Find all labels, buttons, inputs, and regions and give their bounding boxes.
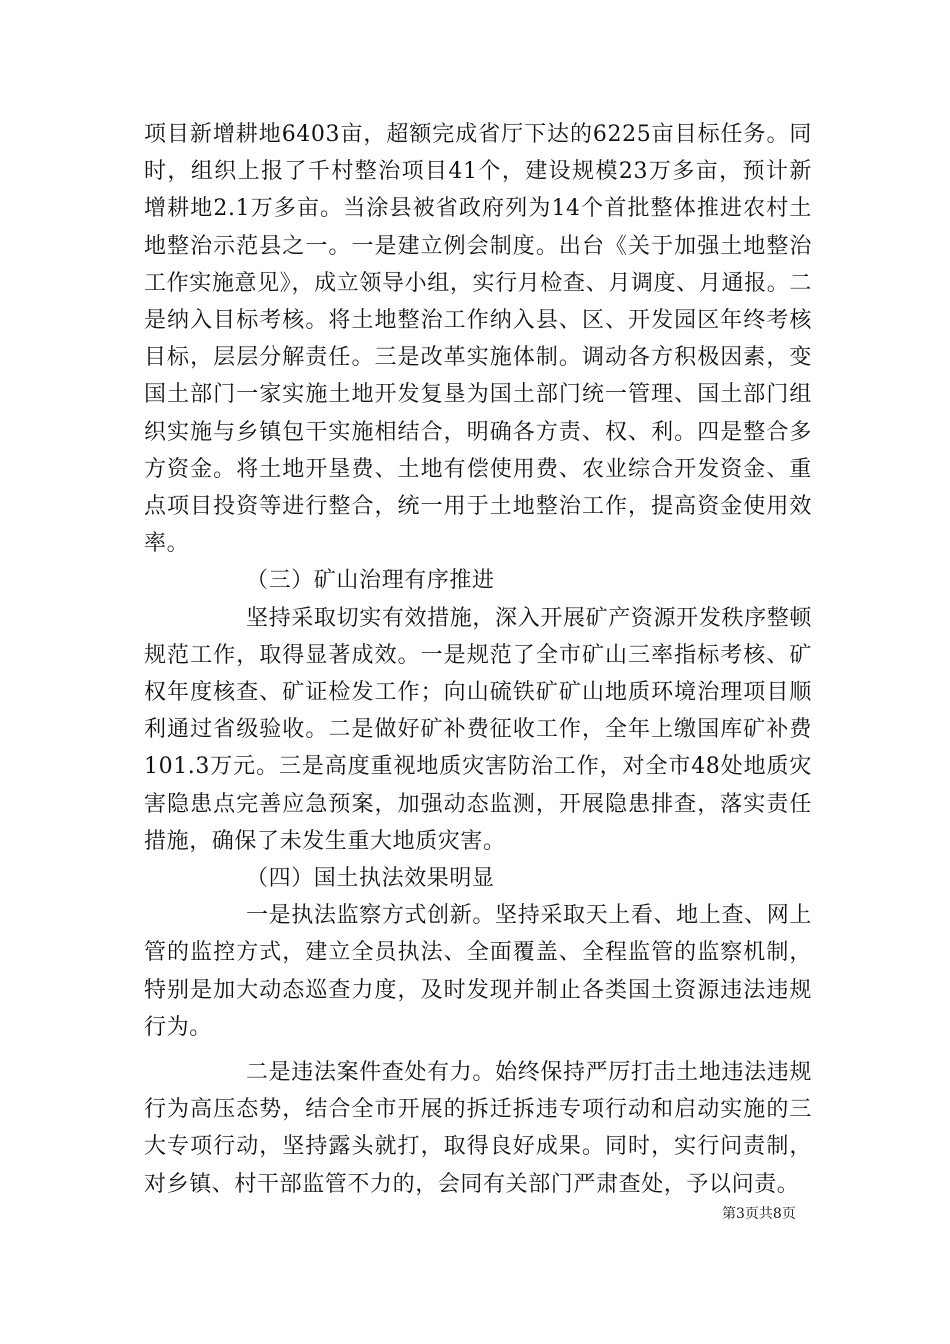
paragraph-gap [144,1046,812,1054]
heading-mine-governance: （三）矿山治理有序推进 [246,568,495,594]
paragraph-land-consolidation: 项目新增耕地6403亩，超额完成省厅下达的6225亩目标任务。同时，组织上报了千村整治项目41个，建设规模23万多亩，预计新增耕地2.1万多亩。当涂县被省政府列为14个首批整体推进农村土地整治示范县之一。一是建立例会制度。出台《关于加强土地整治工作实施意见》，成立领导小组，实行月检查、月调度、月通报。二是纳入目标考核。将土地整治工作纳入县、区、开发园区年终考核目标，层层分解责任。三是改革实施体制。调动各方积极因素，变国土部门一家实施土地开发复垦为国土部门统一管理、国土部门组织实施与乡镇包干实施相结合，明确各方责、权、利。四是整合多方资金。将土地开垦费、土地有偿使用费、农业综合开发资金、重点项目投资等进行整合，统一用于土地整治工作，提高资金使用效率。 [144,122,812,557]
page-number-footer: 第3页共8页 [722,1206,796,1222]
paragraph-mine-governance: 坚持采取切实有效措施，深入开展矿产资源开发秩序整顿规范工作，取得显著成效。一是规范了全市矿山三率指标考核、矿权年度核查、矿证检发工作；向山硫铁矿矿山地质环境治理项目顺利通过省级验收。二是做好矿补费征收工作，全年上缴国库矿补费101.3万元。三是高度重视地质灾害防治工作，对全市48处地质灾害隐患点完善应急预案，加强动态监测，开展隐患排查，落实责任措施，确保了未发生重大地质灾害。 [144,605,812,854]
heading-land-enforcement: （四）国土执法效果明显 [246,866,495,892]
paragraph-enforcement-method: 一是执法监察方式创新。坚持采取天上看、地上查、网上管的监控方式，建立全员执法、全面覆盖、全程监管的监察机制，特别是加大动态巡查力度，及时发现并制止各类国土资源违法违规行为。 [144,903,812,1040]
paragraph-case-handling: 二是违法案件查处有力。始终保持严厉打击土地违法违规行为高压态势，结合全市开展的拆迁拆违专项行动和启动实施的三大专项行动，坚持露头就打，取得良好成果。同时，实行问责制，对乡镇、村干部监管不力的，会同有关部门严肃查处，予以问责。 [144,1060,812,1197]
document-body [144,116,812,1203]
